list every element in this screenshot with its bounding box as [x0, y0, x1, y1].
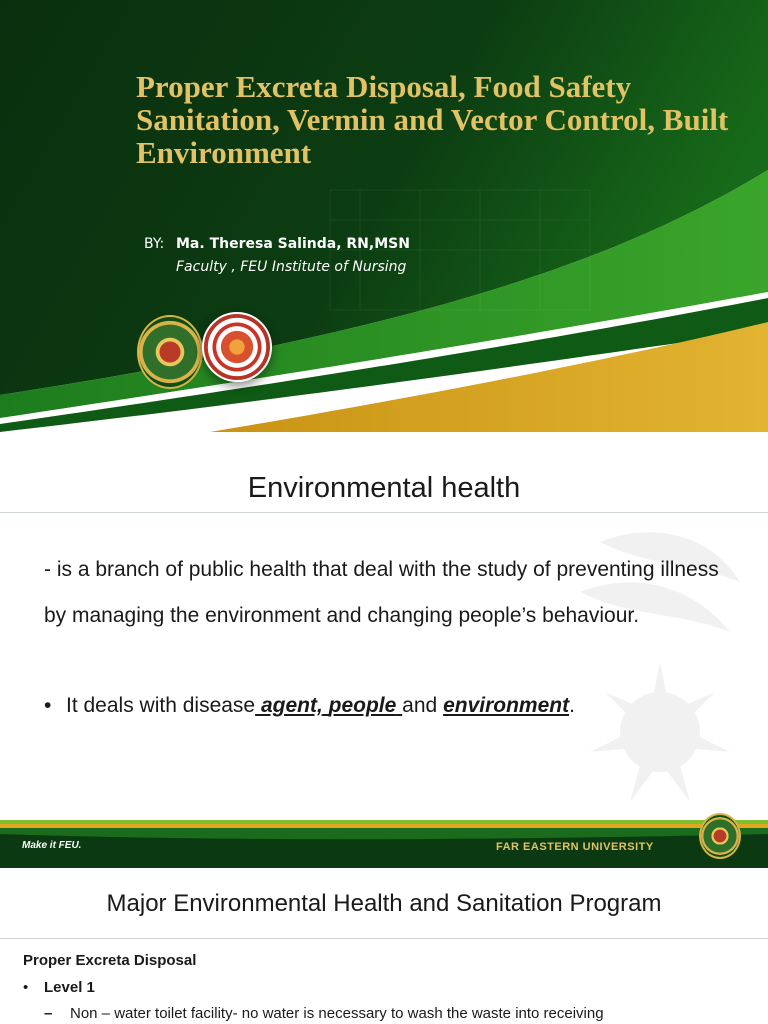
bullet-item: [44, 694, 575, 718]
bullet-prefix: It deals with disease: [66, 694, 256, 717]
sub-item-text: Non – water toilet facility- no water is necessary to wash the waste into receiving: [70, 1005, 604, 1022]
bullet-suffix: .: [569, 694, 575, 717]
bullet-conjunction: and: [402, 694, 438, 717]
bullet-dot: •: [23, 979, 29, 996]
keyword-people: people: [328, 694, 397, 717]
title-divider: [0, 938, 768, 939]
level-label: Level 1: [44, 979, 95, 996]
title-slide: [0, 0, 768, 432]
slide-title: Major Environmental Health and Sanitation Program: [106, 890, 662, 917]
feu-seal-logo: [137, 315, 203, 389]
sanitation-program-slide: [0, 868, 768, 1024]
title-divider: [0, 512, 768, 513]
bullet-dot: •: [44, 694, 52, 717]
title-slide-background: [0, 0, 768, 432]
footer-brand: FAR EASTERN UNIVERSITY: [496, 841, 654, 853]
author-name: Ma. Theresa Salinda, RN,MSN: [176, 236, 410, 252]
presentation-title: Proper Excreta Disposal, Food Safety Sanitation, Vermin and Vector Control, Built Environment: [136, 69, 729, 170]
by-label: BY:: [144, 236, 165, 252]
footer-seal-logo: [699, 813, 741, 859]
author-role: Faculty , FEU Institute of Nursing: [176, 259, 407, 275]
section-subheading: Proper Excreta Disposal: [23, 952, 197, 969]
bullet-item: [23, 979, 95, 996]
dash-marker: –: [44, 1005, 53, 1022]
environmental-health-slide: [0, 432, 768, 868]
slide-title: Environmental health: [247, 472, 521, 504]
nursing-seal-logo: [202, 312, 272, 382]
keyword-agent: agent,: [260, 694, 323, 717]
footer-tagline: Make it FEU.: [22, 840, 82, 851]
definition-paragraph: - is a branch of public health that deal with the study of preventing illness by managing the environment and changing people’s behaviour.: [44, 558, 719, 627]
keyword-environment: environment: [443, 694, 570, 717]
sub-bullet-item: [44, 1005, 604, 1022]
